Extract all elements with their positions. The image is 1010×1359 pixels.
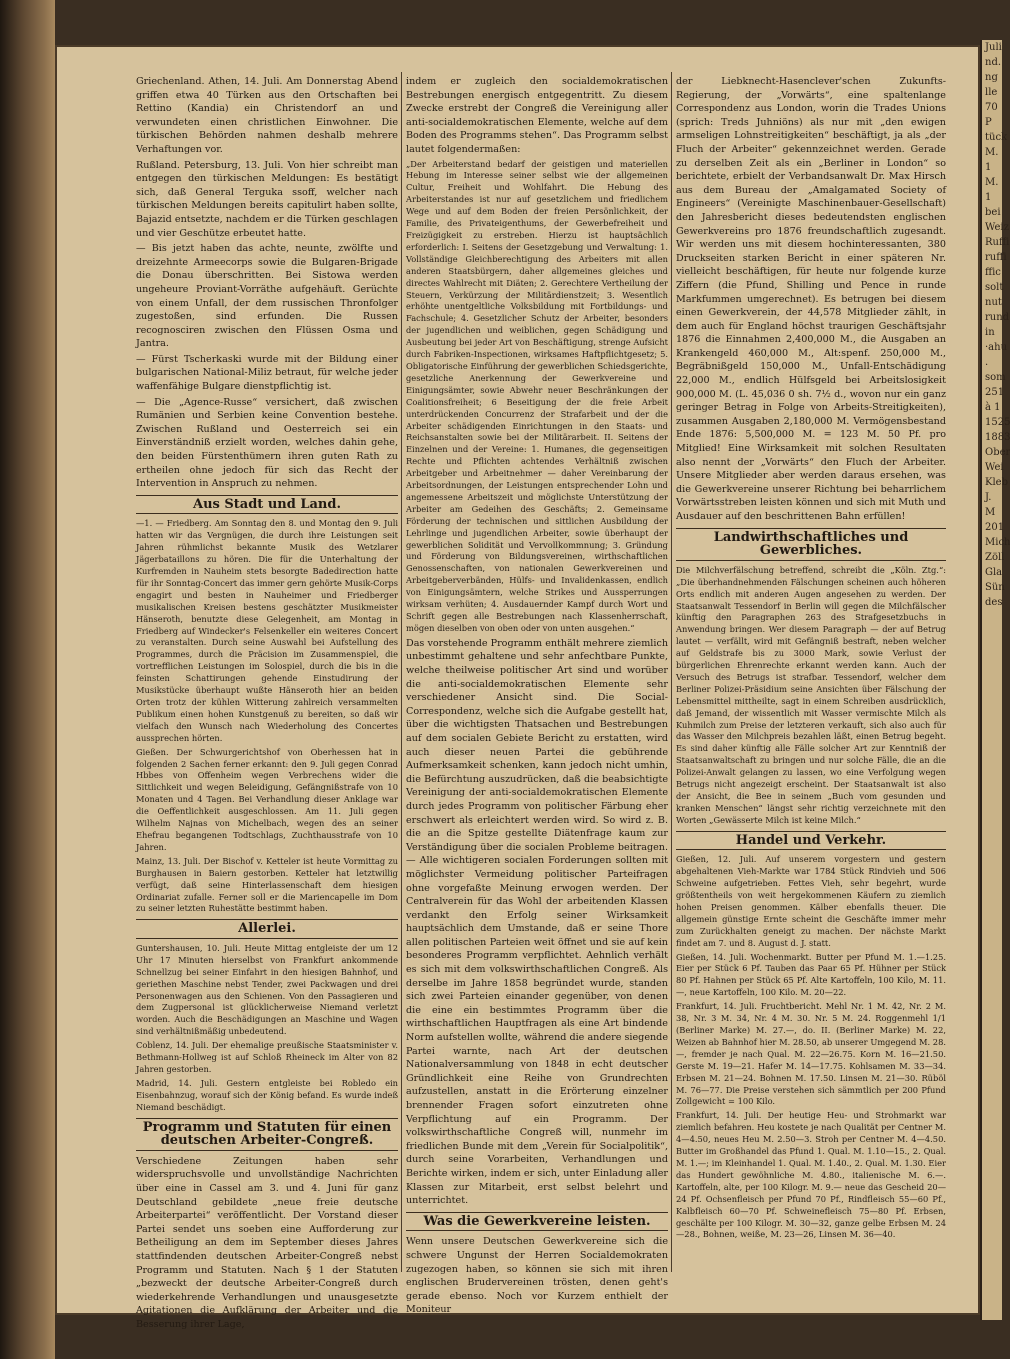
- adjacent-page-fragment: M. 1: [985, 147, 999, 173]
- column-rule: [671, 72, 672, 1272]
- article-mainz: Mainz, 13. Juli. Der Bischof v. Ketteler ist heute Vormittag zu Burghausen in Baiern gestorben. Ketteler hat letztwillig verfügt, daß seine Hinterlassenschaft dem hiesigen Ordinariat zufalle. Ferner soll er die Mariencapelle im Dom zu seiner letzten Ruhestätte bestimmt haben.: [136, 855, 398, 914]
- adjacent-page-fragment: rund: [985, 312, 1010, 323]
- article-heumarkt: Frankfurt, 14. Juli. Der heutige Heu- und Strohmarkt war ziemlich befahren. Heu kostete je nach Qualität per Centner M. 4—4.50, neues Heu M. 2.50—3. Stroh per Centner M. 4—4.50. Butter im Großhandel das Pfund 1. Qual. M. 1.10—15., 2. Qual. M. 1.—; im Kleinhandel 1. Qual. M. 1.40., 2. Qual. M. 1.30. Eier das Hundert gewöhnliche M. 4.80., italienische M. 6.—. Kartoffeln, alte, per 100 Kilogr. M. 9.— neue das Gescheid 20—24 Pf. Ochsenfleisch per Pfund 70 Pf., Rindfleisch 55—60 Pf., Kalbfleisch 60—70 Pf. Schweinefleisch 75—80 Pf. Erbsen, geschälte per 100 Kilogr. M. 30—32, ganze gelbe Erbsen M. 24—28., Bohnen, weiße, M. 23—26, Linsen M. 36—40.: [676, 1110, 946, 1240]
- article-fruchtbericht: Frankfurt, 14. Juli. Fruchtbericht. Mehl Nr. 1 M. 42, Nr. 2 M. 38, Nr. 3 M. 34, Nr. 4 M. 30. Nr. 5 M. 24. Roggenmehl 1/1 (Berliner Marke) M. 27.—, do. II. (Berliner Marke) M. 22, Weizen ab Bahnhof hier M. 28.50, ab unserer Umgegend M. 28.—, fremder je nach Qual. M. 22—26.75. Korn M. 16—21.50. Gerste M. 19—21. Hafer M. 14—17.75. Kohlsamen M. 33—34. Erbsen M. 21—24. Bohnen M. 17.50. Linsen M. 21—30. Rüböl M. 76—77. Die Preise verstehen sich sämmtlich per 200 Pfund Zollgewicht = 100 Kilo.: [676, 1001, 946, 1107]
- article-russland-4: — Die „Agence-Russe“ versichert, daß zwischen Rumänien und Serbien keine Convention bestehe. Zwischen Rußland und Oesterreich sei ein Einverständniß erzielt worden, welches dahin gehe, den beiden Fürstenthümern ihren guten Rath zu ertheilen ohne jedoch für sich das Recht der Intervention in Anspruch zu nehmen.: [136, 396, 398, 490]
- adjacent-page-fragment: tück: [985, 132, 1008, 143]
- adjacent-page-fragment: 70 P: [985, 102, 998, 128]
- column-middle: [406, 75, 668, 1319]
- article-viehmarkt: Gießen, 12. Juli. Auf unserem vorgestern und gestern abgehaltenen Vieh-Markte war 1784 Stück Rindvieh und 506 Schweine aufgetrieben. Fettes Vieh, sehr begehrt, wurde größtentheils von weit hergekommenen Käufern zu ziemlich hohen Preisen genommen. Kälber ebenfalls theuer. Die allgemein günstige Ernte scheint die Geschäfte immer mehr zum Zurückhalten geneigt zu machen. Der nächste Markt findet am 7. und 8. August d. J. statt.: [676, 854, 946, 948]
- adjacent-page-fragment: ffic: [985, 267, 1001, 278]
- adjacent-page-fragment: Weiz: [985, 222, 1009, 233]
- article-russland-3: — Fürst Tscherkaski wurde mit der Bildung einer bulgarischen National-Miliz betraut, für welche jeder waffenfähige Bulgare dienstpflichtig ist.: [136, 353, 398, 393]
- article-programm-comment: Das vorstehende Programm enthält mehrere ziemlich unbestimmt gehaltene und sehr anfechtbare Punkte, welche theilweise politischer Art sind und worüber die anti-socialdemokratischen Elemente sehr verschiedener Ansicht sind. Die Social-Correspondenz, welche sich die Aufgabe gestellt hat, über die wichtigsten Thatsachen und Bestrebungen auf dem socialen Gebiete Bericht zu erstatten, wird auch dieser neuen Partei die gebührende Aufmerksamkeit schenken, kann jedoch nicht umhin, die Befürchtung auszudrücken, daß die beabsichtigte Vereinigung der anti-socialdemokratischen Elemente durch jedes Programm von politischer Färbung eher erschwert als erleichtert werden wird. So wird z. B. die an die Spitze gestellte Diätenfrage kaum zur Verständigung über die socialen Probleme beitragen. — Alle wichtigeren socialen Forderungen sollten mit möglichster Vermeidung politischer Parteifragen ohne vorgefaßte Meinung erwogen werden. Der Centralverein für das Wohl der arbeitenden Klassen verdankt den Erfolg seiner Wirksamkeit hauptsächlich dem Umstande, daß er seine Thore allen politischen Parteien weit öffnet und sie auf kein besonderes Programm verpflichtet. Aehnlich verhält es sich mit dem volkswirthschaftlichen Congreß. Als derselbe im Jahre 1858 begründet wurde, standen sich zwei Parteien einander gegenüber, von denen die eine ein bestimmtes Programm über die wirthschaftlichen Hauptfragen als eine Art bindende Norm aufstellen wollte, während die andere siegende Partei warnte, nach Art der deutschen Nationalversammlung von 1848 in echt deutscher Gründlichkeit eine Reihe von Grundrechten aufzustellen, anstatt in die Erörterung einzelner brennender Fragen sofort einzutreten ohne Verpflichtung auf ein Programm. Der volkswirthschaftliche Congreß will, nunmehr im friedlichen Bunde mit dem „Verein für Socialpolitik“, durch seine Vorarbeiten, Verhandlungen und Berichte wirken, indem er sich, unter Einladung aller Klassen zur Mitarbeit, erst selbst belehrt und unterrichtet.: [406, 637, 668, 1207]
- article-guntershausen: Guntershausen, 10. Juli. Heute Mittag entgleiste der um 12 Uhr 17 Minuten hierselbst von Frankfurt ankommende Schnellzug bei seiner Einfahrt in den hiesigen Bahnhof, und geriethen Maschine nebst Tender, zwei Packwagen und drei Personenwagen aus den Schienen. Von den Passagieren und dem Zugpersonal ist glücklicherweise Niemand verletzt worden. Auch die Beschädigungen an Maschine und Wagen sind verhältnißmäßig unbedeutend.: [136, 942, 398, 1037]
- article-programm-text: „Der Arbeiterstand bedarf der geistigen und materiellen Hebung im Interesse seiner selbst wie der allgemeinen Cultur, Freiheit und Wohlfahrt. Die Hebung des Arbeiterstandes ist nur auf gesetzlichem und friedlichem Wege und auf dem Boden der freien Persönlichkeit, der Familie, des Privateigenthums, der Gewerbefreiheit und Freizügigkeit zu erstreben. Hierzu ist hauptsächlich erforderlich: I. Seitens der Gesetzgebung und Verwaltung: 1. Vollständige Gleichberechtigung des Arbeiters mit allen anderen Staatsbürgern, daher allgemeines gleiches und directes Wahlrecht mit Diäten; 2. Gerechtere Vertheilung der Steuern, Verkürzung der Militärdienstzeit; 3. Wesentlich erhöhte unentgeltliche Volksbildung mit Fortbildungs- und Fachschule; 4. Gesetzlicher Schutz der Arbeiter, besonders der jugendlichen und weiblichen, gegen Schädigung und Ausbeutung bei jeder Art von Beschäftigung, strenge Aufsicht durch Fabriken-Inspectionen, wirksames Haftpflichtgesetz; 5. Obligatorische Einführung der gewerblichen Schiedsgerichte, gesetzliche Anerkennung der Gewerkvereine und Einigungsämter, sowie Abwehr neuer Beschränkungen der Coalitionsfreiheit; 6 Beseitigung der die freie Arbeit unterdrückenden Concurrenz der Strafarbeit und der die Arbeiter schädigenden Einrichtungen in den Staats- und Reichsanstalten sowie bei der Militärarbeit. II. Seitens der Einzelnen und der Vereine: 1. Humanes, die gegenseitigen Rechte und Pflichten achtendes Verhältniß zwischen Arbeitgeber und Arbeitnehmer — daher Vereinbarung der Arbeitsordnungen, der Leistungen entsprechender Lohn und angemessene Arbeitszeit und möglichste Unterstützung der Arbeiter am Gedeihen des Geschäfts; 2. Gemeinsame Förderung der technischen und sittlichen Ausbildung der Lehrlinge und jugendlichen Arbeiter, sowie überhaupt der gewerblichen Solidität und Vervollkommnung; 3. Gründung und Förderung von Bildungsvereinen, wirthschaftlichen Genossenschaften, von nationalen Gewerkvereinen und Arbeitgeberverbänden, Hülfs- und Invalidenkassen, endlich von Einigungsämtern, welche Strikes und Aussperrungen wirksam verhüten; 4. Ausdauernder Kampf durch Wort und Schrift gegen alle Bestrebungen nach Klassenherrschaft, mögen dieselben von oben oder von unten ausgehen.“: [406, 158, 668, 633]
- section-heading-gewerkvereine: Was die Gewerkvereine leisten.: [406, 1212, 668, 1232]
- article-griechenland: Griechenland. Athen, 14. Juli. Am Donnerstag Abend griffen etwa 40 Türken aus den Ortschaften bei Rettino (Kandia) ein Christendorf an und verwundeten einen christlichen Einwohner. Die türkischen Behörden nahmen deshalb mehrere Verhaftungen vor.: [136, 76, 398, 155]
- article-milchverfaelschung: Die Milchverfälschung betreffend, schreibt die „Köln. Ztg.“: „Die überhandnehmenden Fälschungen scheinen auch höheren Orts endlich mit anderen Augen angesehen zu werden. Der Staatsanwalt Tessendorf in Berlin will gegen die Milchfälscher künftig den Paragraphen 263 des Strafgesetzbuchs in Anwendung bringen. Wer diesem Paragraph — der auf Betrug lautet — verfällt, wird mit Gefängniß bestraft, neben welcher auf Geldstrafe bis zu 3000 Mark, sowie Verlust der bürgerlichen Ehrenrechte erkannt werden kann. Auch der Versuch des Betrugs ist strafbar. Tessendorf, welcher dem Berliner Polizei-Präsidium seine Ansichten über Fälschung der Lebensmittel mittheilte, sagt in einem Schreiben ausdrücklich, daß Jemand, der wissentlich mit Wasser vermischte Milch als Kuhmilch zum Preise der letzteren verkauft, sich also auch für das Wasser den Milchpreis bezahlen läßt, einen Betrug begeht. Es sind daher künftig alle Fälle solcher Art zur Kenntniß der Staatsanwaltschaft zu bringen und nur solche Fälle, die an die Polizei-Anwalt gelangen zu lassen, wo eine Verfolgung wegen Betrugs nicht angezeigt erscheint. Der Staatsanwalt ist also der Ansicht, die Bee in seinem „Buch vom gesunden und kranken Menschen“ längst sehr richtig verzeichnete mit den Worten „Gewässerte Milch ist keine Milch.“: [676, 564, 946, 825]
- adjacent-page-fragment: 201: [985, 522, 1005, 533]
- adjacent-page-fragment: Wei: [985, 462, 1004, 473]
- adjacent-page-fragment: M. 1: [985, 177, 999, 203]
- adjacent-page-fragment: des: [985, 597, 1003, 608]
- adjacent-page-fragment: ruffi: [985, 252, 1007, 263]
- adjacent-page-edge: [980, 40, 1010, 1320]
- section-heading-programm: Programm und Statuten für einen deutschen Arbeiter-Congreß.: [136, 1118, 398, 1151]
- adjacent-page-fragment: 251: [985, 387, 1005, 398]
- adjacent-page-fragment: Ober: [985, 447, 1010, 458]
- section-heading-allerlei: Allerlei.: [136, 919, 398, 939]
- adjacent-page-fragment: Kleb: [985, 477, 1008, 488]
- article-russland-2: — Bis jetzt haben das achte, neunte, zwölfte und dreizehnte Armeecorps sowie die Bulgaren-Brigade die Donau überschritten. Bei Sistowa werden ungeheure Proviant-Vorräthe aufgehäuft. Gerüchte von einem Unfall, der dem russischen Thronfolger zugestoßen, sind erfunden. Die Russen recognosciren zwischen den Flüssen Osma und Jantra.: [136, 243, 398, 350]
- adjacent-page-fragment: Sün: [985, 582, 1005, 593]
- adjacent-page-fragment: Gla: [985, 567, 1003, 578]
- adjacent-page-fragment: in: [985, 327, 995, 338]
- adjacent-page-fragment: bei: [985, 207, 1001, 218]
- article-madrid: Madrid, 14. Juli. Gestern entgleiste bei Robledo ein Eisenbahnzug, worauf sich der König befand. Es wurde indeß Niemand beschädigt.: [136, 1077, 398, 1112]
- adjacent-page-fragment: lle: [985, 87, 998, 98]
- adjacent-page-fragment: solt: [985, 282, 1004, 293]
- adjacent-page-fragment: Ruffi: [985, 237, 1010, 248]
- article-gewerkvereine-cont: der Liebknecht-Hasenclever'schen Zukunfts-Regierung, der „Vorwärts“, eine spaltenlange Correspondenz aus London, worin die Trades Unions (sprich: Treds Juhniöns) als nur mit „den ewigen armseligen Lohnstreitigkeiten“ beschäftigt, ja als „der Fluch der Arbeiter“ gekennzeichnet werden. Gerade zu derselben Zeit als ein „Berliner in London“ so berichtete, erbielt der Verbandsanwalt Dr. Max Hirsch aus dem Bureau der „Amalgamated Society of Engineers“ (Vereinigte Maschinenbauer-Gesellschaft) den Jahresbericht dieses bedeutendsten englischen Gewerkvereins pro 1876 freundschaftlich zugesandt. Wir werden uns mit diesem hochinteressanten, 380 Druckseiten starken Bericht in einer späteren Nr. vielleicht beschäftigen, für heute nur folgende kurze Ziffern (die Pfund, Shilling und Pence in runde Markfummen umgerechnet). Es betrugen bei diesem einen Gewerkverein, der 44,578 Mitglieder zählt, in dem auch für England höchst traurigen Geschäftsjahr 1876 die Einnahmen 2,400,000 M., die Ausgaben an Krankengeld 460,000 M., Alt:spenf. 250,000 M., Begräbnißgeld 150,000 M., Unfall-Entschädigung 22,000 M., endlich Hülfsgeld bei Arbeitslosigkeit 900,000 M. (L. 45,036 0 sh. 7½ d., wovon nur ein ganz geringer Betrag in Folge von Arbeits-Streitigkeiten), zusammen Ausgaben 2,180,000 M. Vermögensbestand Ende 1876: 5,500,000 M. = 123 M. 50 Pf. pro Mitglied! Eine Wirksamkeit mit solchen Resultaten also nennt der „Vorwärts“ den Fluch der Arbeiter. Unsere Mitglieder aber werden daraus ersehen, was die Gewerkvereine unserer Richtung bei beharrlichem Vorwärtsstreben leisten können und sich mit Muth und Ausdauer auf den beschrittenen Bahn erfüllen!: [676, 76, 946, 522]
- article-giessen-gericht: Gießen. Der Schwurgerichtshof von Oberhessen hat in folgenden 2 Sachen ferner erkannt: den 9. Juli gegen Conrad Hbbes von Offenheim wegen Verbrechens wider die Sittlichkeit und wegen Beleidigung, Gefängnißstrafe von 10 Monaten und 4 Tagen. Bei Verhandlung dieser Anklage war die Oeffentlichkeit ausgeschlossen. Am 11. Juli gegen Wilhelm Najnas von Michelbach, wegen des an seiner Ehefrau begangenen Todtschlags, Zuchthausstrafe von 10 Jahren.: [136, 746, 398, 852]
- adjacent-page-fragment: Mich: [985, 537, 1010, 548]
- article-friedberg: —1. — Friedberg. Am Sonntag den 8. und Montag den 9. Juli hatten wir das Vergnügen, die durch ihre Leistungen seit Jahren rühmlichst bekannte Musik des Wetzlarer Jägerbataillons zu hören. Die für die Unterhaltung der Kurfremden in Nauheim stets besorgte Badedirection hatte für ihr Sonntag-Concert das immer gern gehörte Musik-Corps engagirt und besten in Nauheimer und Friedberger musikalischen Kreisen bestens geschätzter Musikmeister Hänseroth, benutzte diese Gelegenheit, am Montag in Friedberg auf Windecker's Felsenkeller ein weiteres Concert zu veranstalten. Durch seine Auswahl bei Aufstellung des Programmes, durch die Präcision im Zusammenspiel, die vortrefflichen Leistungen im Solospiel, durch die bis in die feinsten Schattirungen gehende Einstudirung der Musikstücke überhaupt wußte Hänseroth hier an beiden Orten trotz der kühlen Witterung zahlreich versammelten Publikum einen hohen Kunstgenuß zu bereiten, so daß wir vielfach den Wunsch nach Wiederholung des Concertes aussprechen hörten.: [136, 518, 398, 743]
- column-left: [136, 75, 398, 1334]
- adjacent-page-fragment: Juli: [985, 42, 1002, 53]
- adjacent-page-fragment: ·ahu: [985, 342, 1008, 353]
- section-heading-landwirthschaftliches: Landwirthschaftliches und Gewerbliches.: [676, 528, 946, 561]
- adjacent-page-fragment: J.: [985, 492, 992, 503]
- article-gewerkvereine: Wenn unsere Deutschen Gewerkvereine sich die schwere Ungunst der Herren Socialdemokraten zugezogen haben, so können sie sich mit ihren englischen Brudervereinen trösten, denen geht's gerade ebenso. Noch vor Kurzem enthielt der Moniteur: [406, 1236, 668, 1316]
- article-wochenmarkt: Gießen, 14. Juli. Wochenmarkt. Butter per Pfund M. 1.—1.25. Eier per Stück 6 Pf. Tauben das Paar 65 Pf. Hühner per Stück 80 Pf. Hahnen per Stück 65 Pf. Alte Kartoffeln, 100 Kilo, M. 11.—, neue Kartoffeln, 100 Kilo. M. 20—22.: [676, 951, 946, 998]
- adjacent-page-fragment: Zöll: [985, 552, 1005, 563]
- article-russland: Rußland. Petersburg, 13. Juli. Von hier schreibt man entgegen den türkischen Meldungen: Es bestätigt sich, daß General Terguka ssoff, welcher nach türkischen Meldungen bereits capitulirt haben sollte, Bajazid entsetzte, nachdem er die Türken geschlagen und vier Geschütze erbeutet hatte.: [136, 159, 398, 239]
- section-heading-stadt-und-land: Aus Stadt und Land.: [136, 495, 398, 515]
- adjacent-page-fragment: 1525: [985, 417, 1010, 428]
- adjacent-page-fragment: .: [985, 357, 989, 368]
- adjacent-page-fragment: 1883: [985, 432, 1010, 443]
- adjacent-page-fragment: som: [985, 372, 1006, 383]
- adjacent-page-fragment: à 1: [985, 402, 1001, 413]
- article-programm: Verschiedene Zeitungen haben sehr widerspruchsvolle und unvollständige Nachrichten über eine in Cassel am 3. und 4. Juni für ganz Deutschland gebildete „neue freie deutsche Arbeiterpartei“ veröffentlicht. Der Vorstand dieser Partei sendet uns soeben eine Aufforderung zur Betheiligung an dem im September dieses Jahres stattfindenden deutschen Arbeiter-Congreß nebst Programm und Statuten. Nach § 1 der Statuten „bezweckt der deutsche Arbeiter-Congreß durch wiederkehrende Verhandlungen und unausgesetzte Agitationen die Aufklärung der Arbeiter und die Besserung ihrer Lage,: [136, 1155, 398, 1330]
- section-heading-handel: Handel und Verkehr.: [676, 831, 946, 851]
- adjacent-page-fragment: nd.: [985, 57, 1002, 68]
- adjacent-page-fragment: nut: [985, 297, 1002, 308]
- article-programm-cont: indem er zugleich den socialdemokratischen Bestrebungen energisch entgegentritt. Zu diesem Zwecke erstrebt der Congreß die Vereinigung aller anti-socialdemokratischen Elemente, welche auf dem Boden des Programms stehen“. Das Programm selbst lautet folgendermaßen:: [406, 76, 668, 155]
- column-right: [676, 75, 946, 1243]
- book-binding: [0, 0, 55, 1359]
- article-coblenz: Coblenz, 14. Juli. Der ehemalige preußische Staatsminister v. Bethmann-Hollweg ist auf Schloß Rheineck im Alter von 82 Jahren gestorben.: [136, 1040, 398, 1074]
- column-rule: [401, 72, 402, 1272]
- adjacent-page-fragment: M: [985, 507, 996, 518]
- adjacent-page-fragment: ng: [985, 72, 998, 83]
